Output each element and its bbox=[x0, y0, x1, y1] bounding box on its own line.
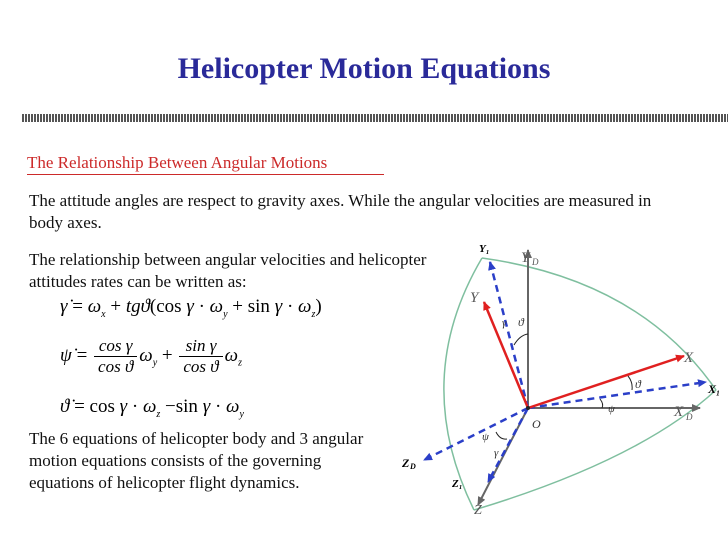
paragraph-governing-equations: The 6 equations of helicopter body and 3 angular motion equations consists of the governing equations of helicopter flight dynamics. bbox=[29, 429, 364, 492]
eq1-omega-x: ω bbox=[87, 296, 102, 317]
eq1-equals: = bbox=[72, 296, 83, 317]
angle-arc-theta-top bbox=[514, 334, 528, 345]
origin-point bbox=[526, 406, 530, 410]
label-zd-sub: D bbox=[410, 462, 416, 471]
eq1-gamma-a: γ bbox=[186, 296, 194, 317]
eq3-equals: = bbox=[74, 396, 85, 417]
eq3-omega-z: ω bbox=[142, 396, 157, 417]
eq2-omega-y: ω bbox=[139, 344, 153, 366]
eq1-sub-z: z bbox=[311, 308, 316, 320]
label-theta-top: ϑ bbox=[518, 315, 524, 329]
label-gamma-bottom: γ bbox=[494, 447, 499, 459]
eq1-theta: ϑ bbox=[140, 296, 150, 317]
label-yd-sub: D bbox=[532, 257, 539, 267]
label-y: Y bbox=[470, 290, 479, 306]
eq2-sub-y: y bbox=[152, 357, 158, 369]
paragraph-attitude-angles: The attitude angles are respect to gravity axes. While the angular velocities are measured in body axes. bbox=[29, 191, 652, 232]
eq3-sub-z: z bbox=[156, 408, 161, 420]
eq1-omega-z: ω bbox=[298, 296, 312, 317]
eq3-lhs: ϑ̇ bbox=[60, 396, 70, 417]
label-psi-bottom: ψ bbox=[482, 431, 489, 443]
section-heading: The Relationship Between Angular Motions bbox=[27, 153, 328, 172]
eq3-gamma-b: γ bbox=[202, 396, 211, 417]
eq2-plus: + bbox=[161, 344, 173, 366]
eq1-dot-b: · bbox=[286, 296, 294, 317]
label-xd: X bbox=[674, 404, 684, 420]
eq1-open-paren: ( bbox=[149, 296, 157, 317]
eq2-num1: cos γ bbox=[94, 336, 137, 357]
eq2-den2: cos ϑ bbox=[183, 357, 219, 376]
label-origin: O bbox=[532, 417, 541, 431]
eq1-sub-x: x bbox=[101, 308, 106, 320]
label-x1: X₁ bbox=[708, 382, 721, 396]
paragraph-relationship: The relationship between angular velocities and helicopter attitudes rates can be written as: bbox=[29, 250, 427, 291]
label-psi-right: ψ bbox=[608, 403, 615, 415]
eq2-equals: = bbox=[76, 344, 88, 366]
axis-y1 bbox=[490, 262, 528, 408]
eq2-den1: cos ϑ bbox=[98, 357, 134, 376]
eq3-gamma-a: γ bbox=[119, 396, 128, 417]
eq1-sin: sin bbox=[247, 296, 270, 317]
eq1-sub-y: y bbox=[223, 308, 228, 320]
eq1-dot-a: · bbox=[198, 296, 205, 317]
label-gamma-top: γ bbox=[502, 317, 507, 329]
eq3-cos: cos bbox=[89, 396, 115, 417]
label-theta-right: ϑ bbox=[635, 377, 641, 391]
eq3-sin: sin bbox=[175, 396, 198, 417]
angle-arc-theta-right bbox=[628, 376, 632, 390]
eq1-plus2: + bbox=[232, 296, 243, 317]
axis-z1 bbox=[488, 408, 528, 482]
eq1-cos: cos bbox=[156, 296, 182, 317]
eq1-tg: tg bbox=[125, 296, 141, 317]
eq2-num2: sin γ bbox=[179, 336, 222, 357]
eq1-gamma-b: γ bbox=[274, 296, 283, 317]
eq3-dot-a: · bbox=[131, 396, 139, 417]
angle-arc-psi-bottom bbox=[496, 432, 507, 439]
eq3-omega-y: ω bbox=[226, 396, 240, 417]
label-z: Z bbox=[474, 503, 482, 518]
eq3-minus: − bbox=[165, 396, 176, 417]
eq2-sub-z: z bbox=[238, 357, 242, 369]
page-title: Helicopter Motion Equations bbox=[177, 52, 551, 85]
eq3-sub-y: y bbox=[239, 408, 244, 420]
eq3-dot-b: · bbox=[214, 396, 222, 417]
label-yd: Y bbox=[521, 250, 530, 266]
axis-zd bbox=[424, 408, 528, 460]
eq1-close-paren: ) bbox=[315, 296, 322, 317]
eq1-lhs: γ̇ bbox=[60, 296, 68, 317]
eq2-lhs: ψ̇ bbox=[60, 344, 72, 366]
label-x: X bbox=[684, 350, 694, 366]
label-y1: Y₁ bbox=[479, 243, 490, 255]
label-z1: Z₁ bbox=[452, 478, 463, 490]
eq2-omega-z: ω bbox=[224, 344, 239, 366]
eq1-omega-y: ω bbox=[209, 296, 224, 317]
label-zd: Z bbox=[402, 456, 410, 470]
eq1-plus: + bbox=[110, 296, 122, 317]
label-xd-sub: D bbox=[686, 412, 693, 422]
angle-arc-psi-right bbox=[600, 399, 603, 408]
axis-x bbox=[528, 356, 684, 408]
